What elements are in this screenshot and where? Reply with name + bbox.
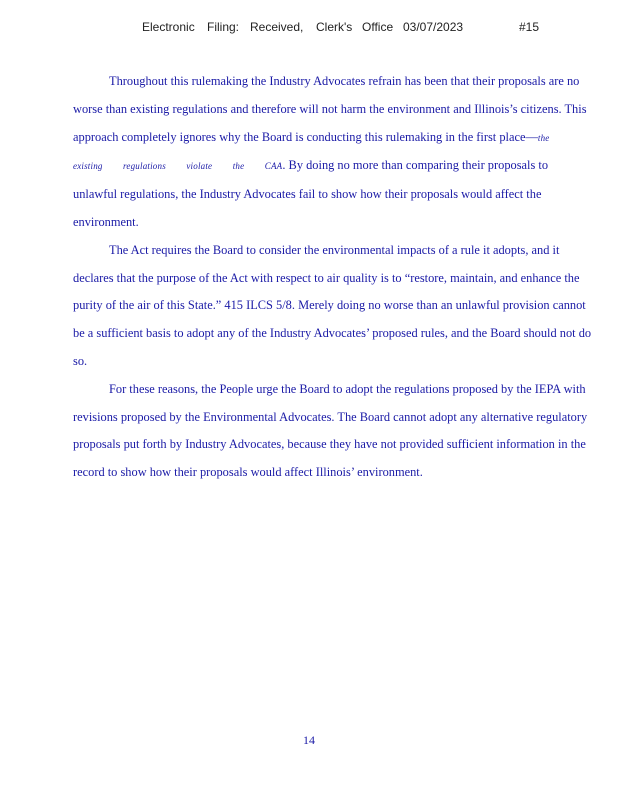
header-office: Office [362,20,394,34]
header-document-number: #15 [519,20,540,34]
paragraph-1-citation: the existing regulations violate the CAA [73,132,550,172]
paragraph-2: The Act requires the Board to consider the environmental impacts of a rule it adopts, and it declares that the purpose of the Act with respect to air quality is to “restore, maintain, and enhance the purity of the air of this State.” 415 ILCS 5/8. Merely doing no worse than an unlawful provision cannot be a sufficient basis to adopt any of the Industry Advocates’ proposed rules, and the Board should not do so. [73,242,592,368]
header-received: Received, [250,20,304,34]
header-filing: Filing: [207,20,240,34]
header-electronic: Electronic [142,20,195,34]
filing-header [0,20,618,36]
header-clerks: Clerk's [316,20,353,34]
body-text [73,68,593,487]
page-number: 14 [303,733,315,747]
header-date: 03/07/2023 [403,20,464,34]
paragraph-1 [73,68,593,237]
paragraph-1-text-a: Throughout this rulemaking the Industry Advocates refrain has been that their proposals are no worse than existing regulations and therefore will not harm the environment and Illinois’s citizens. This approach completely ignores why the Board is conducting this rulemaking in the first place— [73,74,587,144]
paragraph-3: For these reasons, the People urge the Board to adopt the regulations proposed by the IEPA with revisions proposed by the Environmental Advocates. The Board cannot adopt any alternative regulatory proposals put forth by Industry Advocates, because they have not provided sufficient information in the record to show how their proposals would affect Illinois’ environment. [73,381,588,480]
paragraph-1-text-b: . By doing no more than comparing their proposals to unlawful regulations, the Industry Advocates fail to show how their proposals would affect the environment. [73,158,549,229]
